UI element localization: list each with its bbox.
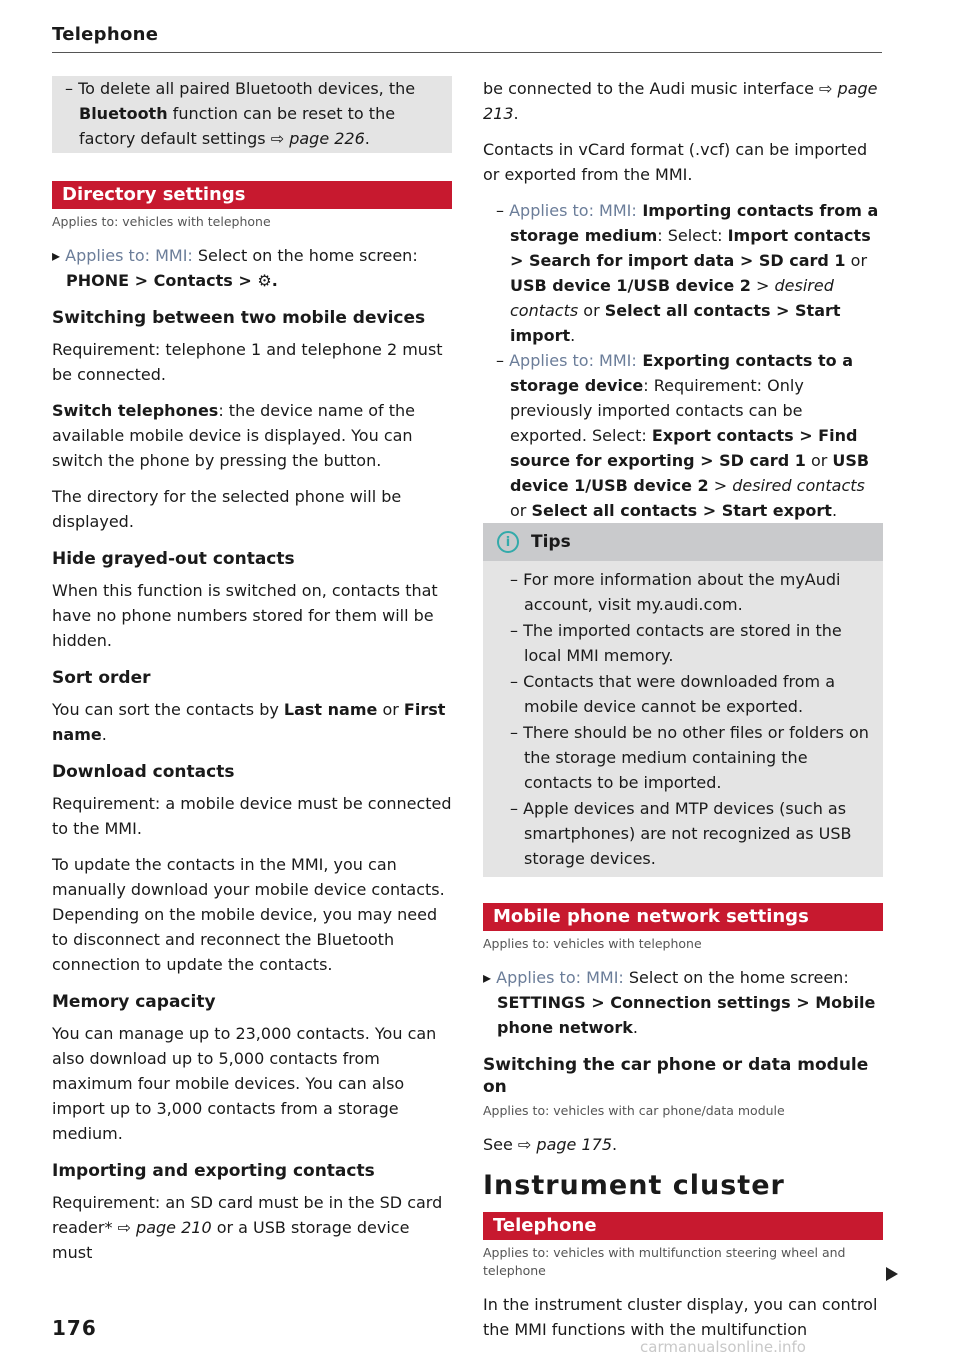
page-link[interactable]: page 226 — [289, 129, 365, 148]
tips-box — [483, 523, 883, 877]
paragraph: In the instrument cluster display, you can control the MMI functions with the multifunction — [483, 1295, 878, 1339]
heading-download-contacts: Download contacts — [52, 762, 235, 782]
note-item: – To delete all paired Bluetooth devices, the Bluetooth function can be reset to the factory default settings ⇨ page 226. — [65, 79, 416, 148]
paragraph: You can sort the contacts by Last name or First name. — [52, 700, 446, 744]
paragraph: Requirement: an SD card must be in the SD card reader* ⇨ page 210 or a USB storage device must — [52, 1193, 443, 1262]
paragraph: The directory for the selected phone will be displayed. — [52, 487, 402, 531]
export-step: – Applies to: MMI: Exporting contacts to a storage device: Requirement: Only previously imported contacts can be exported. Select: Export contacts > Find source for exporting > SD card 1 or USB device 1/USB device 2 > desired contacts or Select all contacts > Start export. — [496, 351, 870, 520]
tips-item: – For more information about the myAudi account, visit my.audi.com. — [510, 570, 841, 614]
applies-note: Applies to: vehicles with multifunction steering wheel and telephone — [483, 1245, 846, 1278]
applies-note: Applies to: vehicles with telephone — [483, 936, 702, 951]
page-header-title: Telephone — [52, 24, 159, 45]
heading-memory-capacity: Memory capacity — [52, 992, 216, 1012]
heading-car-phone: Switching the car phone or data module on — [483, 1055, 869, 1097]
info-icon: i — [497, 531, 519, 553]
step-instruction: ▸ Applies to: MMI: Select on the home screen: PHONE > Contacts > ⚙. — [52, 246, 418, 290]
applies-note: Applies to: vehicles with telephone — [52, 214, 271, 229]
tips-list — [483, 561, 883, 877]
right-column — [483, 76, 883, 1353]
paragraph: To update the contacts in the MMI, you can manually download your mobile device contacts. Depending on the mobile device, you may need to disconnect and reconnect the Bluetooth connection to update the contacts. — [52, 855, 445, 974]
section-bar-telephone: Telephone — [483, 1212, 883, 1240]
applies-note: Applies to: vehicles with car phone/data module — [483, 1103, 785, 1118]
page-link[interactable]: page 210 — [136, 1218, 212, 1237]
heading-switching: Switching between two mobile devices — [52, 308, 426, 328]
step-instruction: ▸ Applies to: MMI: Select on the home screen: SETTINGS > Connection settings > Mobile phone network. — [483, 968, 876, 1037]
paragraph: Requirement: telephone 1 and telephone 2 must be connected. — [52, 340, 443, 384]
page-number: 176 — [52, 1316, 97, 1340]
heading-sort-order: Sort order — [52, 668, 151, 688]
paragraph: Requirement: a mobile device must be connected to the MMI. — [52, 794, 452, 838]
paragraph: Contacts in vCard format (.vcf) can be imported or exported from the MMI. — [483, 140, 868, 184]
paragraph: See ⇨ page 175. — [483, 1135, 618, 1154]
paragraph: be connected to the Audi music interface ⇨ page 213. — [483, 79, 878, 123]
section-bar-network: Mobile phone network settings — [483, 903, 883, 931]
note-box — [52, 76, 452, 153]
tips-item: – Contacts that were downloaded from a mobile device cannot be exported. — [510, 672, 835, 716]
heading-import-export: Importing and exporting contacts — [52, 1161, 375, 1181]
import-step: – Applies to: MMI: Importing contacts from a storage medium: Select: Import contacts > Search for import data > SD card 1 or USB device 1/USB device 2 > desired contacts or Select all contacts > Start import. — [496, 201, 879, 345]
heading-hide-grayed: Hide grayed-out contacts — [52, 549, 295, 569]
watermark: carmanualsonline.info — [640, 1338, 806, 1356]
paragraph: When this function is switched on, contacts that have no phone numbers stored for them will be hidden. — [52, 581, 438, 650]
tips-item: – Apple devices and MTP devices (such as smartphones) are not recognized as USB storage devices. — [510, 799, 852, 868]
tips-item: – There should be no other files or folders on the storage medium containing the contacts to be imported. — [510, 723, 869, 792]
chapter-title: Instrument cluster — [483, 1170, 785, 1201]
page-link[interactable]: page 175 — [536, 1135, 613, 1154]
page-link[interactable]: page 213 — [483, 79, 878, 123]
header-divider — [52, 52, 882, 53]
tips-header — [483, 523, 883, 561]
section-bar-directory: Directory settings — [52, 181, 452, 209]
paragraph: You can manage up to 23,000 contacts. You can also download up to 5,000 contacts from maximum four mobile devices. You can also import up to 3,000 contacts from a storage medium. — [52, 1024, 437, 1143]
paragraph: Switch telephones: the device name of the available mobile device is displayed. You can switch the phone by pressing the button. — [52, 401, 416, 470]
continue-arrow-icon — [886, 1267, 898, 1281]
tips-item: – The imported contacts are stored in the local MMI memory. — [510, 621, 842, 665]
left-column — [52, 76, 452, 1276]
tips-title: Tips — [531, 531, 571, 552]
